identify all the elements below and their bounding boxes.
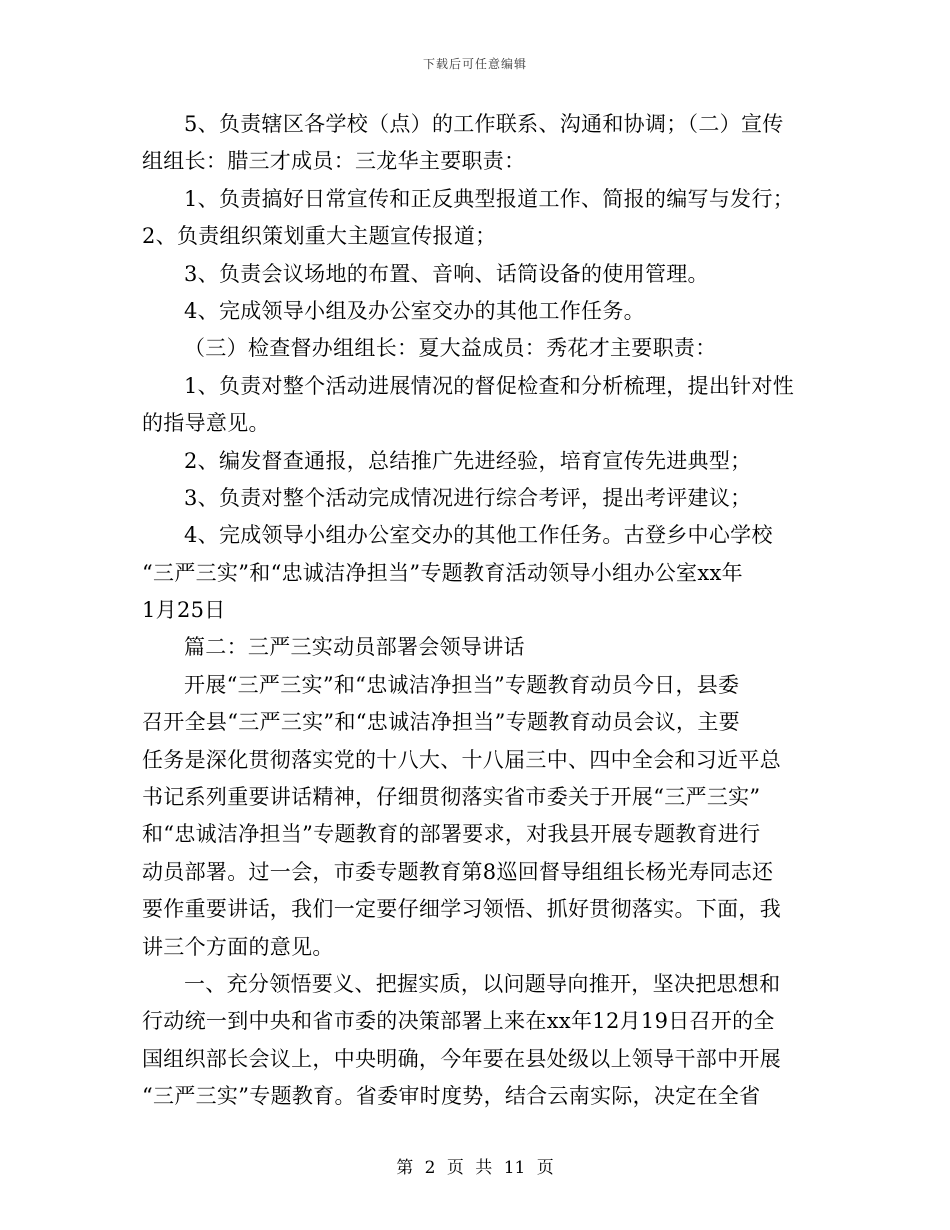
- text-line: 3、负责会议场地的布置、音响、话筒设备的使用管理。: [184, 261, 709, 286]
- text-line: 1、负责对整个活动进展情况的督促检查和分析梳理，提出针对性: [184, 373, 795, 398]
- text-line: 书记系列重要讲话精神，仔细贯彻落实省市委关于开展“三严三实”: [142, 785, 761, 810]
- text-line: 要作重要讲话，我们一定要仔细学习领悟、抓好贯彻落实。下面，我: [142, 897, 781, 922]
- text-line: 讲三个方面的意见。: [142, 934, 334, 959]
- text-line: “三严三实”和“忠诚洁净担当”专题教育活动领导小组办公室xx年: [142, 560, 743, 585]
- text-line: 召开全县“三严三实”和“忠诚洁净担当”专题教育动员会议，主要: [142, 710, 740, 735]
- text-line: 2、负责组织策划重大主题宣传报道；: [142, 224, 497, 249]
- text-line: 1、负责搞好日常宣传和正反典型报道工作、简报的编写与发行；: [184, 186, 795, 211]
- text-line: 5、负责辖区各学校（点）的工作联系、沟通和协调；（二）宣传: [184, 112, 784, 136]
- text-line: 3、负责对整个活动完成情况进行综合考评，提出考评建议；: [184, 485, 752, 510]
- text-line: 和“忠诚洁净担当”专题教育的部署要求，对我县开展专题教育进行: [142, 822, 761, 847]
- text-line: 4、完成领导小组及办公室交办的其他工作任务。: [184, 298, 645, 323]
- text-line: 开展“三严三实”和“忠诚洁净担当”专题教育动员今日，县委: [184, 672, 740, 697]
- document-body: [142, 106, 807, 1116]
- text-line: 篇二：三严三实动员部署会领导讲话: [184, 635, 525, 660]
- text-line: “三严三实”专题教育。省委审时度势，结合云南实际，决定在全省: [142, 1084, 761, 1109]
- text-line: （三）检查督办组组长：夏大益成员：秀花才主要职责：: [184, 336, 717, 361]
- text-line: 任务是深化贯彻落实党的十八大、十八届三中、四中全会和习近平总: [142, 747, 781, 772]
- text-line: 组组长：腊三才成员：三龙华主要职责：: [142, 149, 526, 174]
- text-line: 行动统一到中央和省市委的决策部署上来在xx年12月19日召开的全: [142, 1009, 775, 1034]
- page-number: 第 2 页 共 11 页: [396, 1158, 554, 1178]
- text-line: 国组织部长会议上，中央明确，今年要在县处级以上领导干部中开展: [142, 1046, 781, 1071]
- text-line: 1月25日: [142, 598, 226, 623]
- text-line: 一、充分领悟要义、把握实质，以问题导向推开，坚决把思想和: [184, 971, 781, 996]
- page-header: 下载后可任意编辑: [422, 57, 527, 71]
- text-line: 2、编发督查通报，总结推广先进经验，培育宣传先进典型；: [184, 448, 752, 473]
- text-line: 4、完成领导小组办公室交办的其他工作任务。古登乡中心学校: [184, 523, 773, 548]
- text-line: 的指导意见。: [142, 411, 270, 436]
- text-line: 动员部署。过一会，市委专题教育第8巡回督导组组长杨光寿同志还: [142, 859, 774, 884]
